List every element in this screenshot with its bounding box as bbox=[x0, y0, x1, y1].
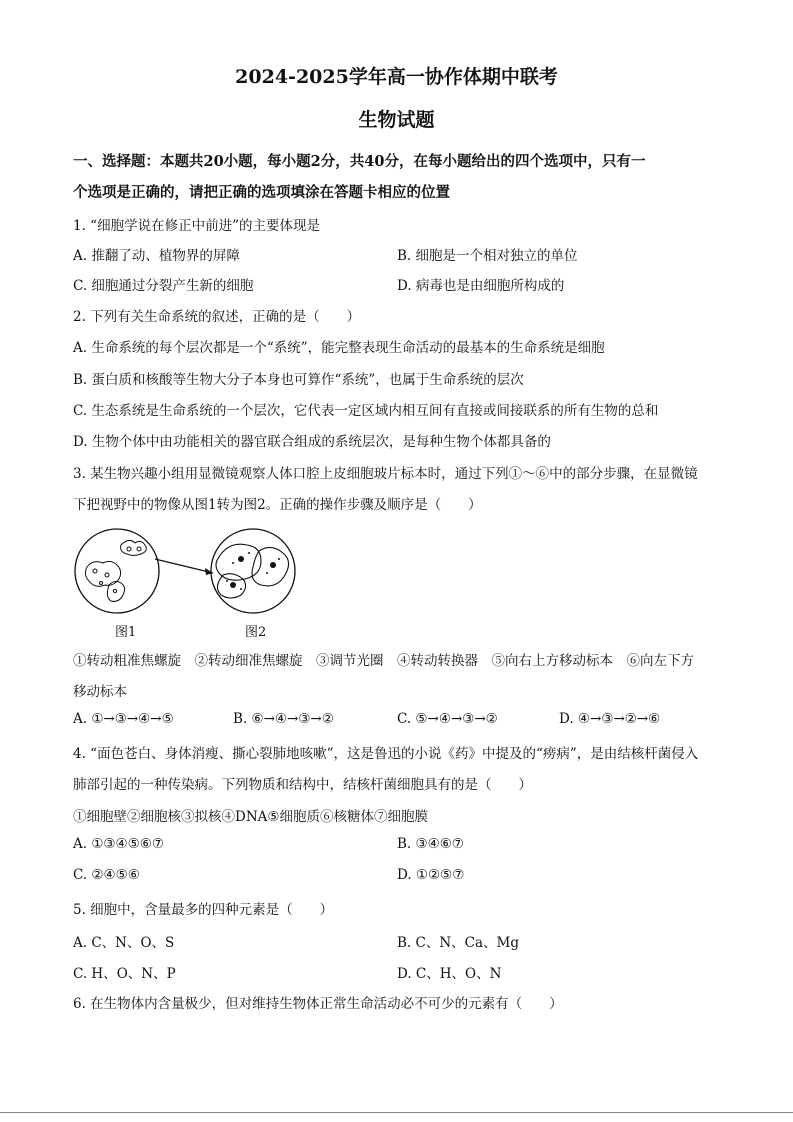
cell-nuclei-fig2 bbox=[226, 552, 280, 590]
q5-option-b: B. C、N、Ca、Mg bbox=[397, 935, 519, 951]
section-heading-line2: 个选项是正确的，请把正确的选项填涂在答题卡相应的位置 bbox=[73, 184, 450, 201]
q3-stem-line2: 下把视野中的物像从图1转为图2。正确的操作步骤及顺序是（ ） bbox=[73, 497, 482, 513]
q2-option-d: D. 生物个体中由功能相关的器官联合组成的系统层次，是每种生物个体都具备的 bbox=[73, 434, 551, 450]
q3-stem-line1: 3. 某生物兴趣小组用显微镜观察人体口腔上皮细胞玻片标本时，通过下列①～⑥中的部分步骤，在显微镜 bbox=[73, 466, 698, 482]
q5-option-a: A. C、N、O、S bbox=[73, 935, 175, 951]
q3-option-c: C. ⑤→④→③→② bbox=[397, 711, 498, 727]
figure-2-label: 图2 bbox=[245, 625, 267, 640]
q5-stem: 5. 细胞中，含量最多的四种元素是（ ） bbox=[73, 902, 334, 918]
q4-option-a: A. ①③④⑤⑥⑦ bbox=[73, 836, 164, 852]
q2-option-b: B. 蛋白质和核酸等生物大分子本身也可算作“系统”，也属于生命系统的层次 bbox=[73, 372, 524, 388]
microscope-figure bbox=[73, 523, 313, 640]
q1-option-c: C. 细胞通过分裂产生新的细胞 bbox=[73, 278, 254, 294]
q6-stem: 6. 在生物体内含量极少，但对维持生物体正常生命活动必不可少的元素有（ ） bbox=[73, 996, 563, 1012]
q4-stem-line1: 4. “面色苍白、身体消瘦、撕心裂肺地咳嗽”，这是鲁迅的小说《药》中提及的“痨病”，是由结核杆菌侵入 bbox=[73, 746, 699, 762]
field-of-view-2 bbox=[211, 529, 295, 613]
q4-items: ①细胞壁②细胞核③拟核④DNA⑤细胞质⑥核糖体⑦细胞膜 bbox=[73, 809, 428, 825]
q3-steps-line1: ①转动粗准焦螺旋 ②转动细准焦螺旋 ③调节光圈 ④转动转换器 ⑤向右上方移动标本 ⑥向左下方 bbox=[73, 653, 694, 669]
figure-1-label: 图1 bbox=[115, 625, 137, 640]
q5-option-d: D. C、H、O、N bbox=[397, 966, 502, 982]
q3-option-a: A. ①→③→④→⑤ bbox=[73, 711, 174, 727]
small-cells-fig1 bbox=[85, 540, 146, 601]
q3-option-d: D. ④→③→②→⑥ bbox=[559, 711, 661, 727]
q2-option-a: A. 生命系统的每个层次都是一个“系统”，能完整表现生命活动的最基本的生命系统是细胞 bbox=[73, 340, 605, 356]
section-heading-line1: 一、选择题：本题共20小题，每小题2分，共40分，在每小题给出的四个选项中，只有一 bbox=[73, 153, 646, 170]
q2-stem: 2. 下列有关生命系统的叙述，正确的是（ ） bbox=[73, 309, 361, 325]
q1-option-d: D. 病毒也是由细胞所构成的 bbox=[397, 278, 565, 294]
q3-option-b: B. ⑥→④→③→② bbox=[233, 711, 334, 727]
q4-option-c: C. ②④⑤⑥ bbox=[73, 867, 140, 883]
q3-steps-line2: 移动标本 bbox=[73, 684, 127, 700]
exam-title: 2024-2025学年高一协作体期中联考 bbox=[235, 66, 558, 88]
q4-option-b: B. ③④⑥⑦ bbox=[397, 836, 464, 852]
q4-stem-line2: 肺部引起的一种传染病。下列物质和结构中，结核杆菌细胞具有的是（ ） bbox=[73, 777, 532, 793]
arrow-head bbox=[205, 568, 213, 575]
microscope-diagram bbox=[73, 523, 313, 623]
large-cells-fig2 bbox=[216, 544, 289, 598]
arrow-line bbox=[155, 559, 213, 573]
q1-stem: 1. “细胞学说在修正中前进”的主要体现是 bbox=[73, 218, 320, 234]
q1-option-b: B. 细胞是一个相对独立的单位 bbox=[397, 248, 578, 264]
q4-option-d: D. ①②⑤⑦ bbox=[397, 867, 465, 883]
q5-option-c: C. H、O、N、P bbox=[73, 966, 176, 982]
q1-option-a: A. 推翻了动、植物界的屏障 bbox=[73, 248, 240, 264]
q2-option-c: C. 生态系统是生命系统的一个层次，它代表一定区域内相互间有直接或间接联系的所有生物的总和 bbox=[73, 403, 659, 419]
page-bottom-rule bbox=[0, 1112, 793, 1113]
exam-subtitle: 生物试题 bbox=[358, 109, 435, 131]
